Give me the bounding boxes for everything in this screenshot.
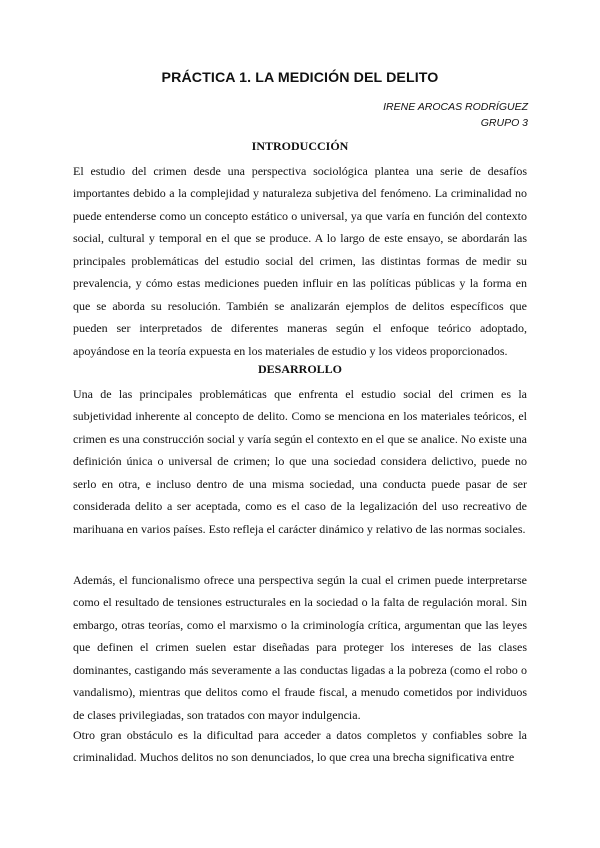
intro-paragraph: El estudio del crimen desde una perspectiva sociológica plantea una serie de desafíos importantes debido a la complejidad y naturaleza subjetiva del fenómeno. La criminalidad no puede entenderse como un concepto estático o universal, ya que varía en función del contexto social, cultural y temporal en el que se produce. A lo largo de este ensayo, se abordarán las principales problemáticas del estudio social del crimen, las distintas formas de medir su prevalencia, y cómo estas mediciones pueden influir en las políticas públicas y la forma en que se aborda su resolución. También se analizarán ejemplos de delitos específicos que pueden ser interpretados de diferentes maneras según el enfoque teórico adoptado, apoyándose en la teoría expuesta en los materiales de estudio y los videos proporcionados. [73,164,527,358]
development-paragraph-3: Otro gran obstáculo es la dificultad para acceder a datos completos y confiables sobre la criminalidad. Muchos delitos no son denunciados, lo que crea una brecha significativa entre [73,728,527,765]
group-label: GRUPO 3 [480,117,528,129]
author-name: IRENE AROCAS RODRÍGUEZ [383,101,528,113]
intro-heading: INTRODUCCIÓN [251,139,349,153]
author-block [383,99,528,131]
document-title: PRÁCTICA 1. LA MEDICIÓN DEL DELITO [161,70,439,86]
development-paragraph-2: Además, el funcionalismo ofrece una perspectiva según la cual el crimen puede interpretarse como el resultado de tensiones estructurales en la sociedad o la falta de regulación moral. Sin embargo, otras teorías, como el marxismo o la criminología crítica, argumentan que las leyes que definen el crimen suelen estar diseñadas para proteger los intereses de las clases dominantes, castigando más severamente a las conductas ligadas a la pobreza (como el robo o vandalismo), mientras que delitos como el fraude fiscal, a menudo cometidos por individuos de clases privilegiadas, son tratados con mayor indulgencia. [73,573,527,722]
development-heading: DESARROLLO [257,362,343,376]
development-paragraph-1: Una de las principales problemáticas que enfrenta el estudio social del crimen es la subjetividad inherente al concepto de delito. Como se menciona en los materiales teóricos, el crimen es una construcción social y varía según el contexto en el que se analice. No existe una definición única o universal de crimen; lo que una sociedad considera delictivo, puede no serlo en otra, e incluso dentro de una misma sociedad, una conducta puede pasar de ser considerada delito a ser aceptada, como es el caso de la legalización del uso recreativo de marihuana en varios países. Esto refleja el carácter dinámico y relativo de las normas sociales. [73,387,527,536]
